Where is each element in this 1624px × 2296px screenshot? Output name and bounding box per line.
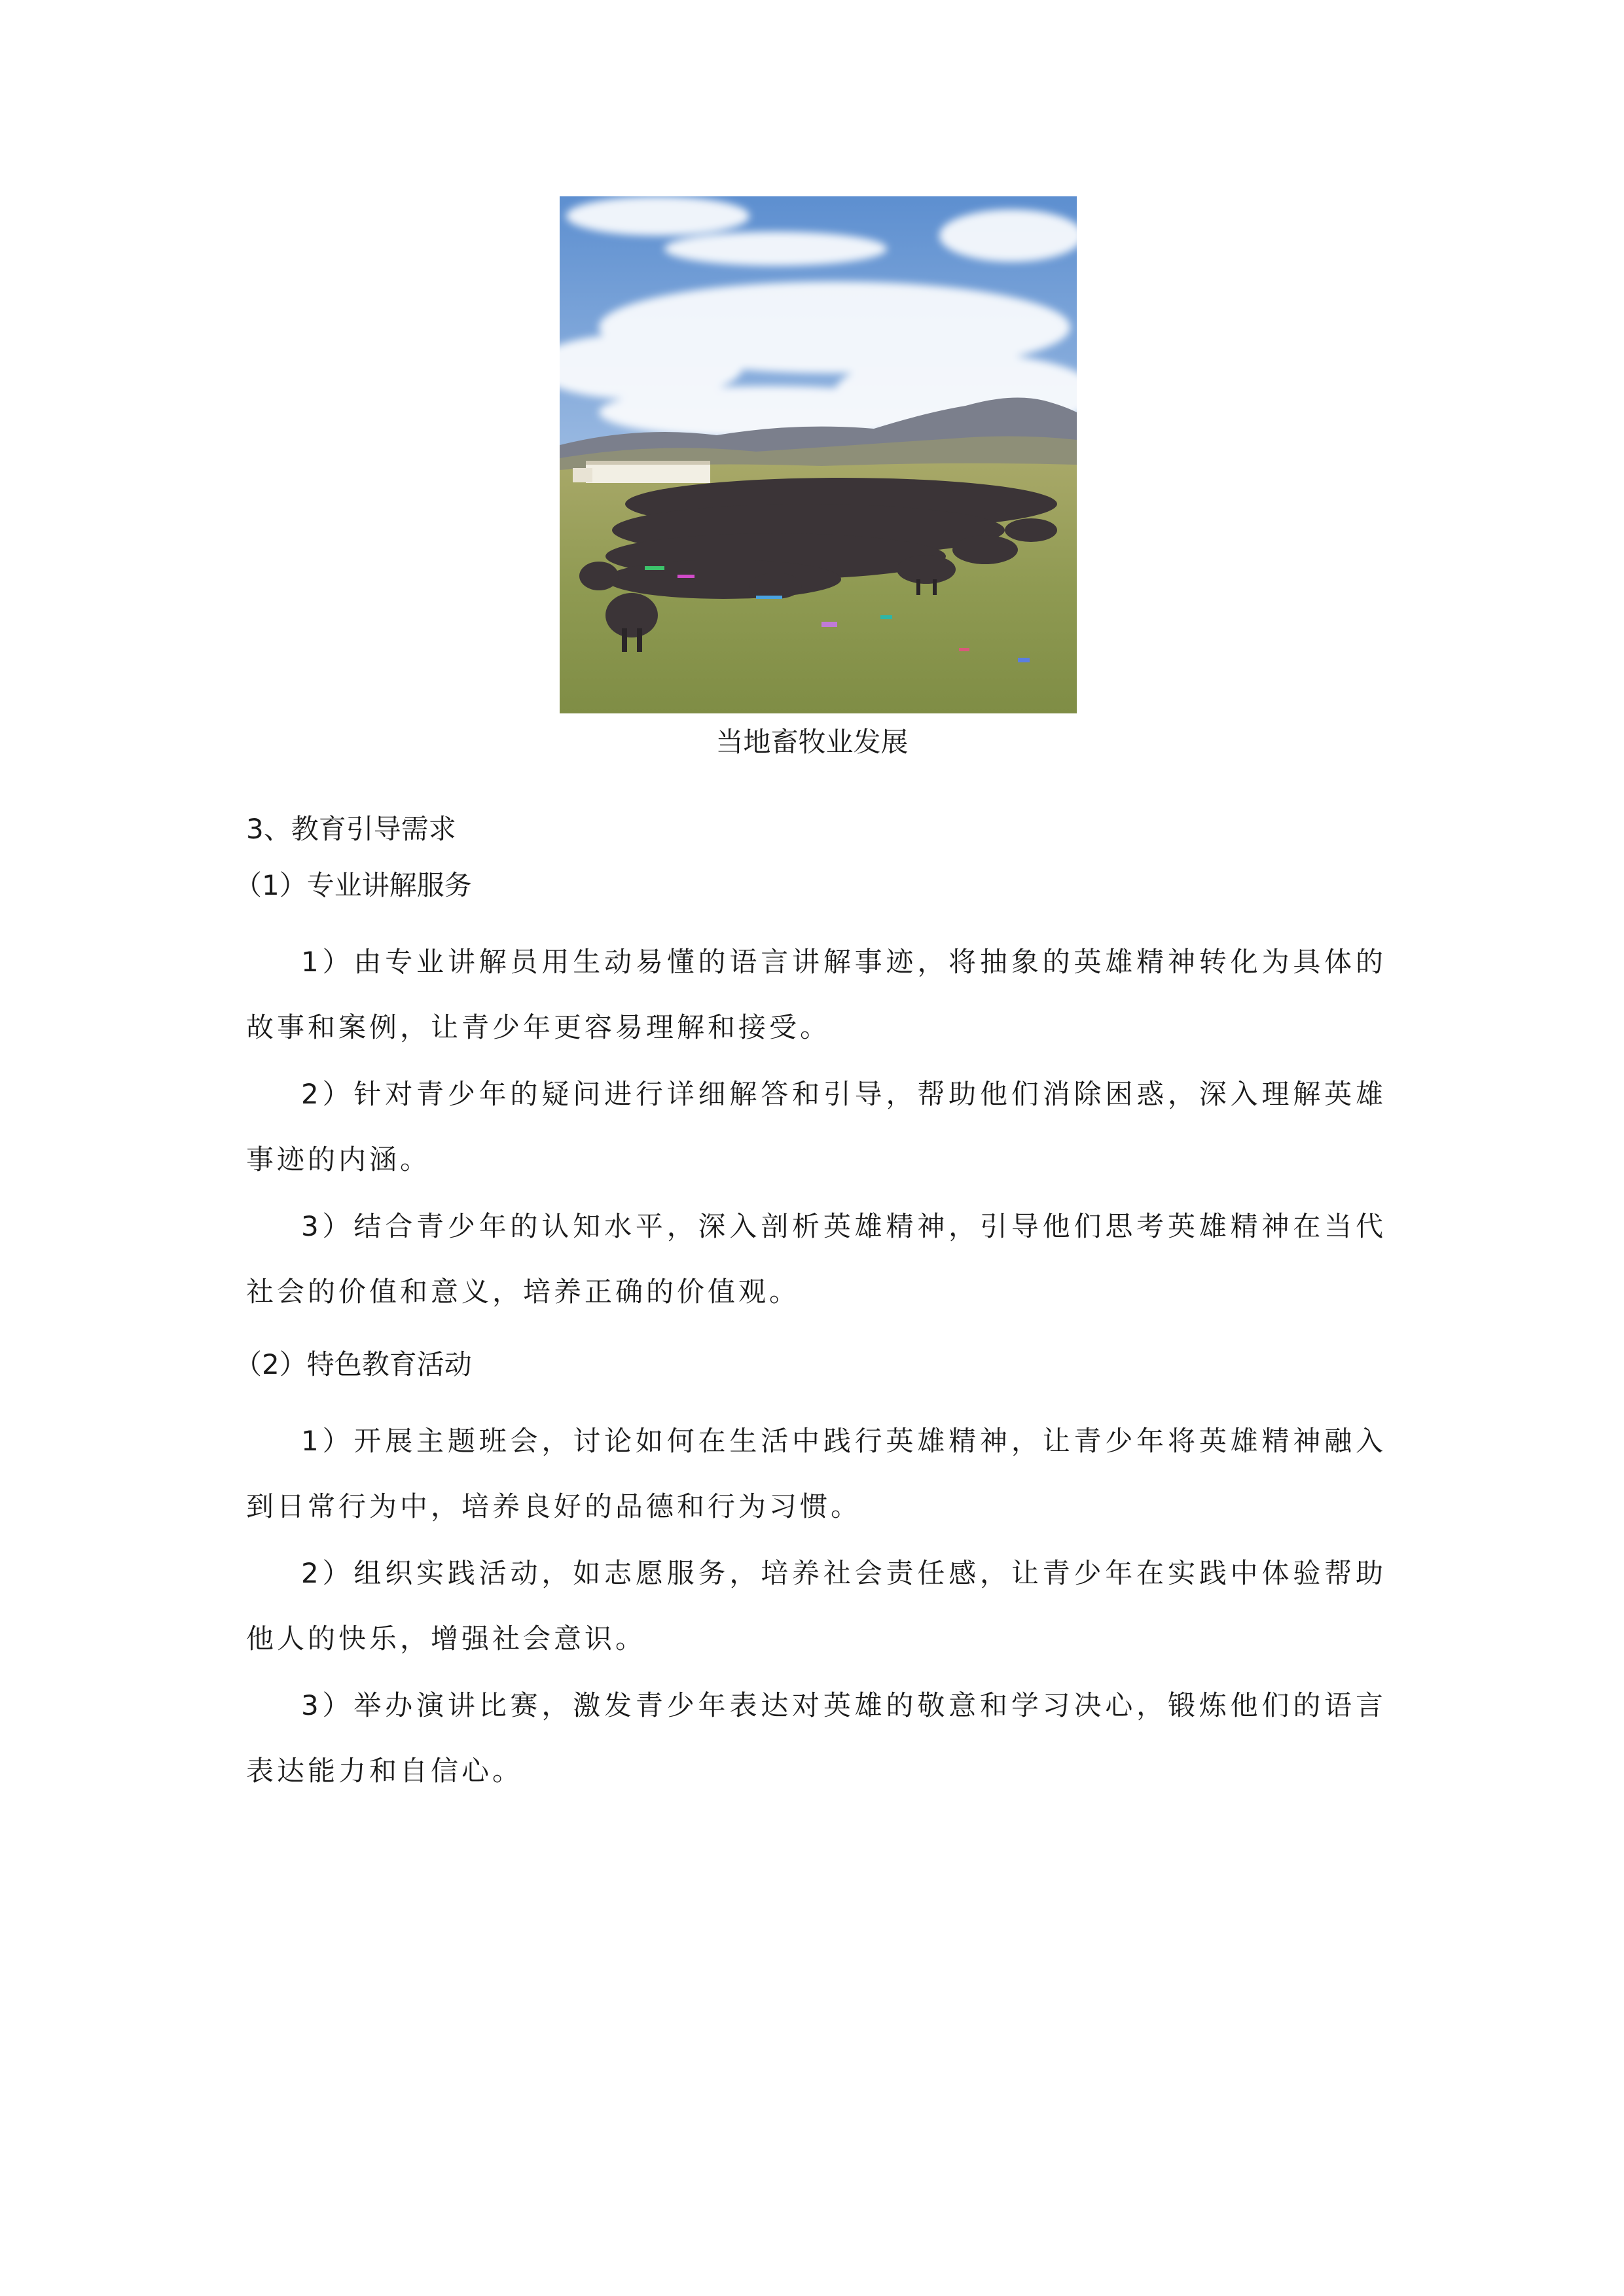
paragraph: 2）组织实践活动，如志愿服务，培养社会责任感，让青少年在实践中体验帮助他人的快乐，增强社会意识。: [246, 1557, 1386, 1655]
subsection-title: （1）专业讲解服务: [234, 869, 472, 901]
section-heading: 3、教育引导需求: [246, 813, 456, 845]
paragraph: 1）开展主题班会，讨论如何在生活中践行英雄精神，让青少年将英雄精神融入到日常行为中，培养良好的品德和行为习惯。: [246, 1425, 1386, 1522]
paragraph: 3）结合青少年的认知水平，深入剖析英雄精神，引导他们思考英雄精神在当代社会的价值和意义，培养正确的价值观。: [246, 1210, 1386, 1308]
livestock-photo: [560, 196, 1077, 713]
section-content: [234, 812, 1386, 1805]
subsection-title: （2）特色教育活动: [234, 1348, 472, 1380]
figure-caption: 当地畜牧业发展: [715, 726, 909, 758]
paragraph: 1）由专业讲解员用生动易懂的语言讲解事迹，将抽象的英雄精神转化为具体的故事和案例，让青少年更容易理解和接受。: [246, 946, 1386, 1043]
paragraph: 3）举办演讲比赛，激发青少年表达对英雄的敬意和学习决心，锻炼他们的语言表达能力和自信心。: [246, 1689, 1386, 1787]
paragraph: 2）针对青少年的疑问进行详细解答和引导，帮助他们消除困惑，深入理解英雄事迹的内涵。: [246, 1078, 1386, 1175]
